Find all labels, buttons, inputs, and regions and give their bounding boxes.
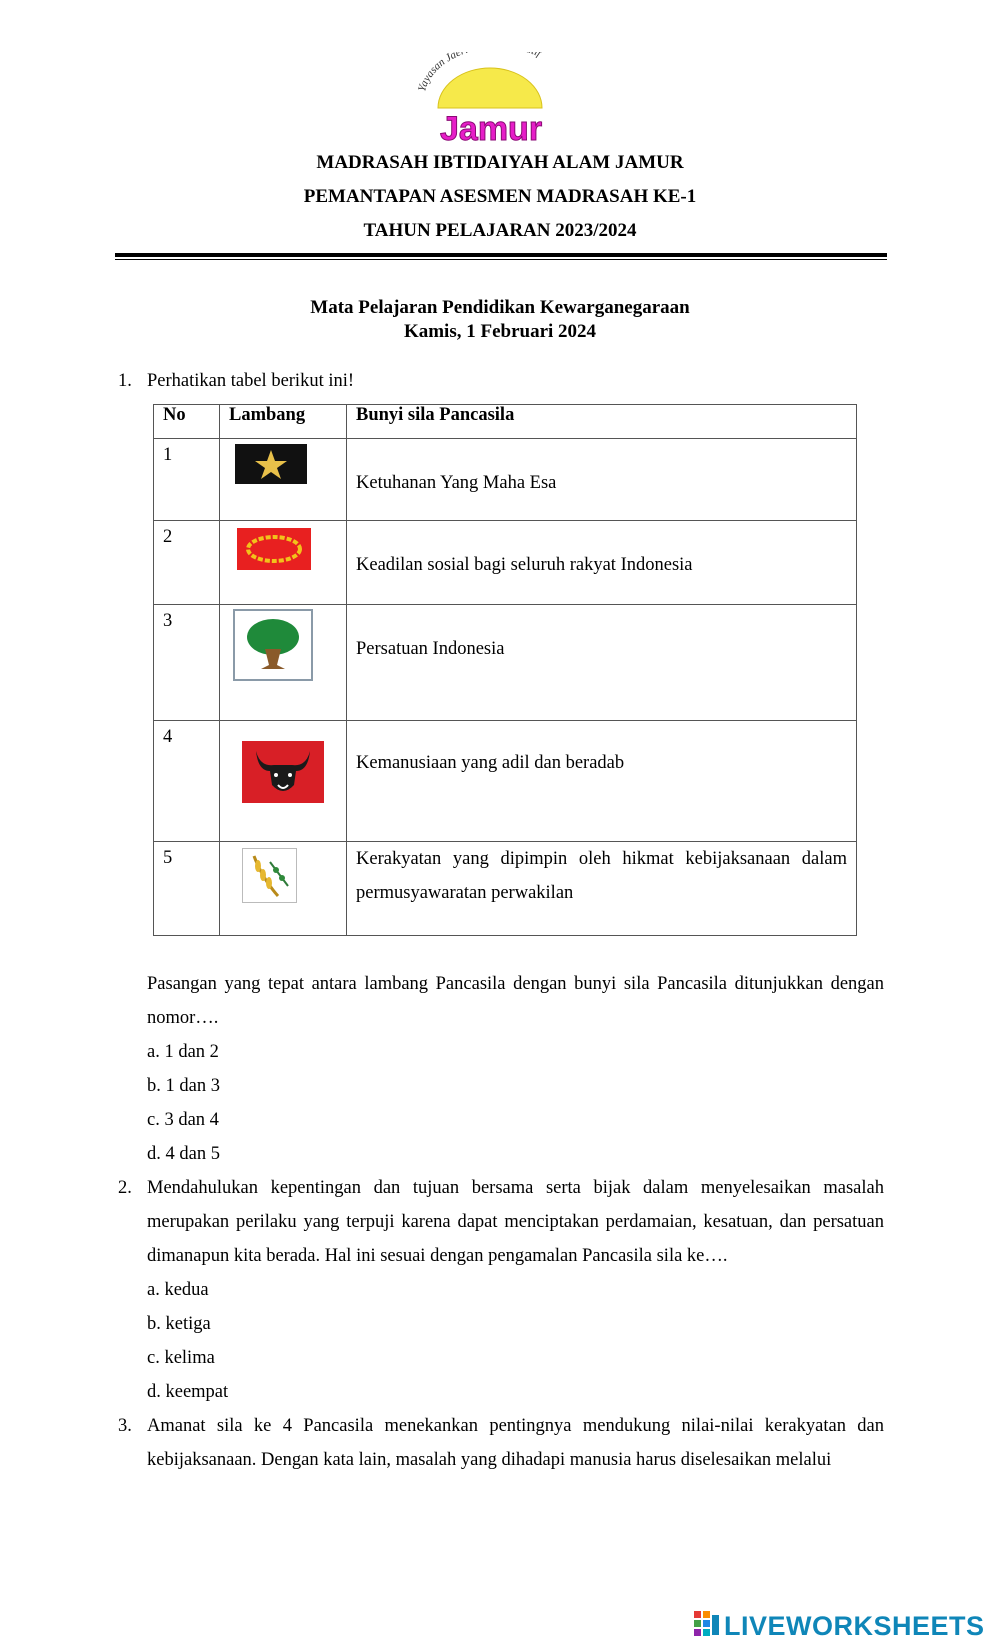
school-year: TAHUN PELAJARAN 2023/2024 (363, 220, 637, 241)
row-text: Ketuhanan Yang Maha Esa (347, 439, 857, 521)
subject-title: Mata Pelajaran Pendidikan Kewarganegaraan (310, 297, 690, 318)
liveworksheets-brand[interactable] (694, 1608, 985, 1644)
question-1-number: 1. (118, 371, 132, 391)
school-name: MADRASAH IBTIDAIYAH ALAM JAMUR (316, 152, 684, 173)
row-number: 5 (154, 842, 220, 936)
row-text: Kemanusiaan yang adil dan beradab (347, 721, 857, 842)
chain-icon (237, 528, 311, 570)
logo-word: Jamur (440, 110, 543, 144)
row-number: 2 (154, 521, 220, 605)
question-2-option-b[interactable]: b. ketiga (147, 1314, 211, 1334)
header-divider-thin (115, 259, 887, 260)
banyan-tree-icon (233, 609, 313, 681)
question-3-number: 3. (118, 1416, 132, 1436)
question-2-option-d[interactable]: d. keempat (147, 1382, 229, 1402)
bull-head-icon (242, 741, 324, 803)
question-1-option-a[interactable]: a. 1 dan 2 (147, 1042, 219, 1062)
row-number: 3 (154, 605, 220, 721)
question-2-number: 2. (118, 1178, 132, 1198)
row-text: Kerakyatan yang dipimpin oleh hikmat kebijaksanaan dalam permusyawaratan perwakilan (347, 842, 857, 936)
header-no: No (154, 405, 220, 439)
row-text: Keadilan sosial bagi seluruh rakyat Indonesia (347, 521, 857, 605)
question-2-option-a[interactable]: a. kedua (147, 1280, 209, 1300)
star-icon (235, 444, 307, 484)
header-bunyi-sila: Bunyi sila Pancasila (347, 405, 857, 439)
exam-date: Kamis, 1 Februari 2024 (403, 321, 597, 342)
rice-cotton-icon (242, 848, 297, 903)
row-text: Persatuan Indonesia (347, 605, 857, 721)
liveworksheets-logo-icon (694, 1611, 720, 1641)
question-1-text: Perhatikan tabel berikut ini! (147, 371, 355, 391)
table-row (154, 439, 857, 521)
header-divider-thick (115, 253, 887, 257)
school-logo (410, 52, 585, 144)
question-1-option-d[interactable]: d. 4 dan 5 (147, 1144, 220, 1164)
question-1-option-b[interactable]: b. 1 dan 3 (147, 1076, 220, 1096)
question-3-text: Amanat sila ke 4 Pancasila menekankan pentingnya mendukung nilai-nilai kerakyatan dan kebijaksanaan. Dengan kata lain, masalah yang dihadapi manusia harus diselesaikan melalui (147, 1416, 884, 1470)
question-1-prompt: Pasangan yang tepat antara lambang Pancasila dengan bunyi sila Pancasila ditunjukkan dengan nomor…. (147, 974, 884, 1028)
pancasila-table (153, 404, 857, 936)
row-number: 1 (154, 439, 220, 521)
brand-label: LIVEWORKSHEETS (724, 1610, 985, 1641)
exam-title: PEMANTAPAN ASESMEN MADRASAH KE-1 (303, 186, 697, 207)
table-row (154, 842, 857, 936)
logo-arc-text: Yayasan Jae if (416, 52, 543, 93)
table-row (154, 605, 857, 721)
question-2-option-c[interactable]: c. kelima (147, 1348, 215, 1368)
header-lambang: Lambang (220, 405, 347, 439)
table-header-row (154, 405, 857, 439)
table-row (154, 521, 857, 605)
question-1-option-c[interactable]: c. 3 dan 4 (147, 1110, 219, 1130)
row-number: 4 (154, 721, 220, 842)
question-2-text: Mendahulukan kepentingan dan tujuan bersama serta bijak dalam menyelesaikan masalah merupakan perilaku yang terpuji karena dapat menciptakan perdamaian, kesatuan, dan persatuan dimanapun kita berada. Hal ini sesuai dengan pengamalan Pancasila sila ke…. (147, 1178, 884, 1266)
table-row (154, 721, 857, 842)
